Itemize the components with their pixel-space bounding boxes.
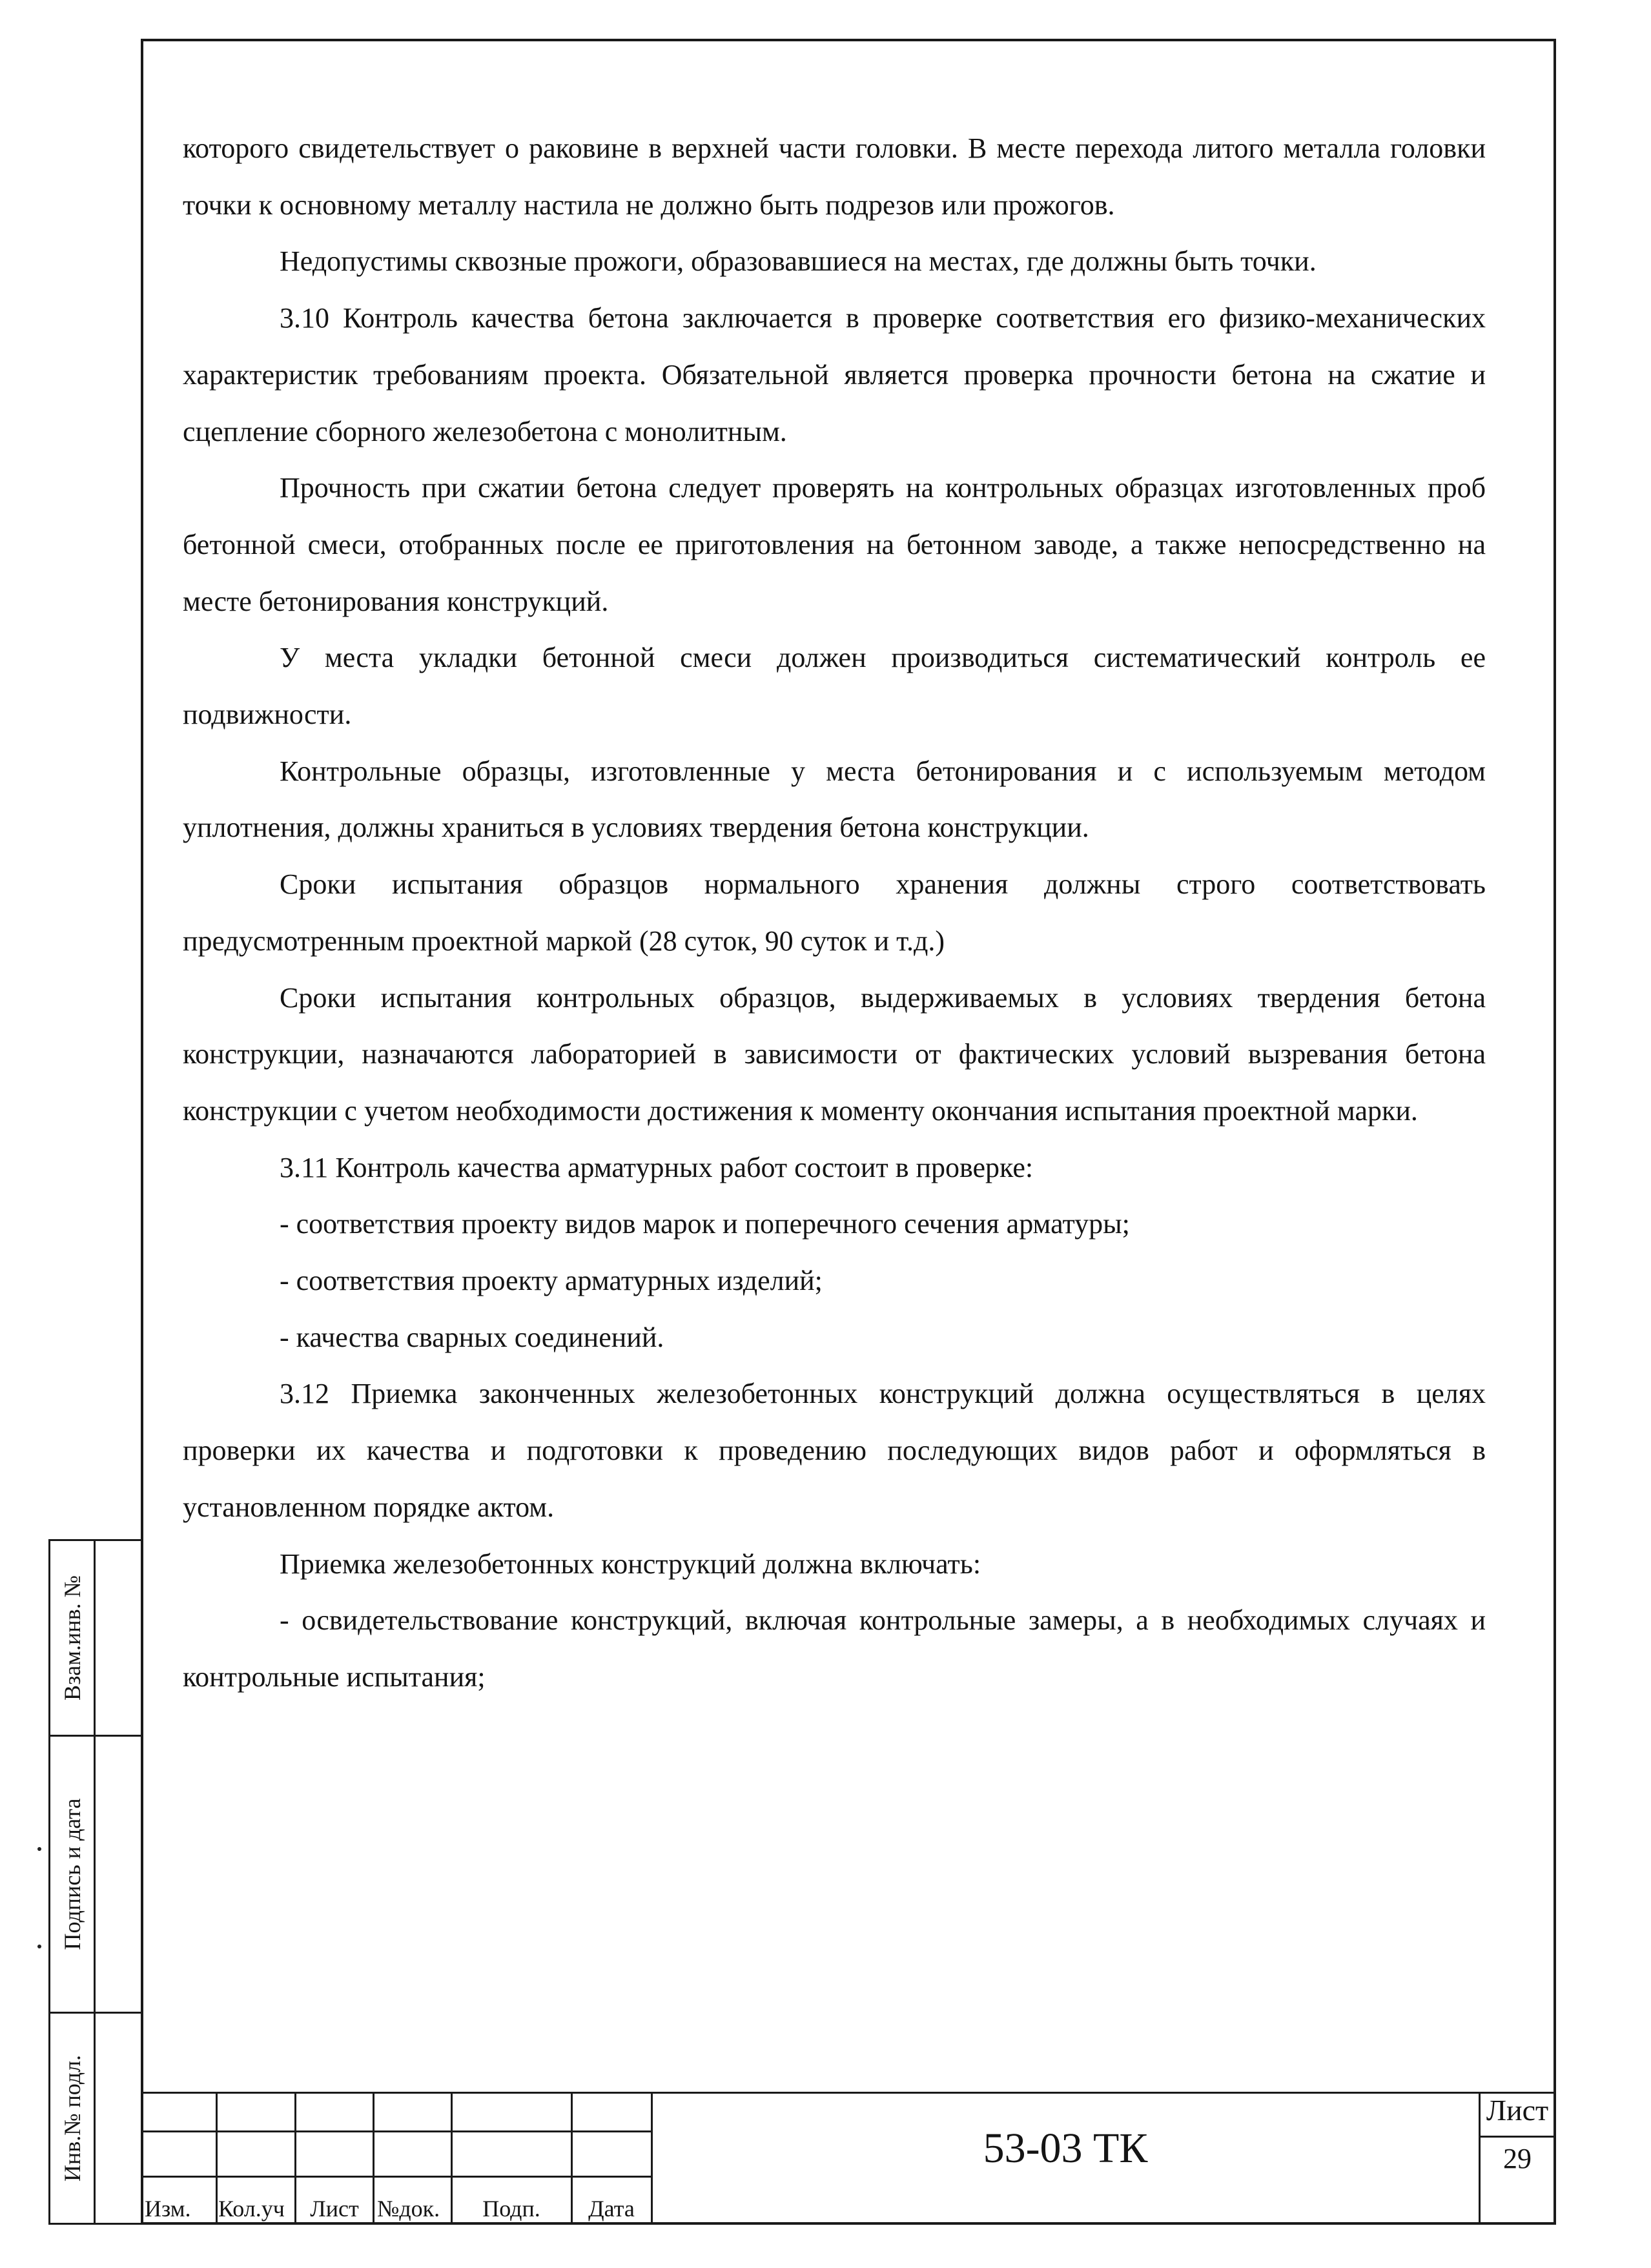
paragraph: 3.10 Контроль качества бетона заключается в проверке соответствия его физико-механических характеристик требованиям проекта. Обязательной является проверка прочности бетона на сжатие и сцепление сборного железобетона с монолитным. [183, 302, 1486, 447]
col-izm: Изм. [145, 2196, 191, 2222]
document-number: 53-03 ТК [983, 2125, 1148, 2172]
sign-date-label: Подпись и дата [59, 1798, 85, 1950]
document-body [183, 120, 1486, 1706]
sign-date-cell [48, 1735, 143, 2014]
col-podp: Подп. [482, 2196, 540, 2222]
paragraph: которого свидетельствует о раковине в верхней части головки. В месте перехода литого металла головки точки к основному металлу настила не должно быть подрезов или прожогов. [183, 132, 1486, 221]
title-block [141, 2092, 1556, 2225]
paragraph: - качества сварных соединений. [280, 1321, 664, 1353]
grid-line [571, 2092, 573, 2225]
paragraph: - соответствия проекту видов марок и поперечного сечения арматуры; [280, 1208, 1130, 1240]
sheet-cell-line [1479, 2136, 1554, 2138]
grid-line [294, 2092, 296, 2225]
side-stamp [48, 1539, 143, 2225]
col-list: Лист [310, 2196, 359, 2222]
paragraph: 3.11 Контроль качества арматурных работ состоит в проверке: [280, 1151, 1034, 1183]
paragraph: У места укладки бетонной смеси должен производиться систематический контроль ее подвижности. [183, 642, 1486, 731]
paragraph: Сроки испытания образцов нормального хранения должны строго соответствовать предусмотренным проектной маркой (28 суток, 90 суток и т.д.) [183, 868, 1486, 957]
inv-orig-cell [48, 2012, 143, 2225]
title-block-top-line [141, 2092, 1556, 2094]
replace-inv-label: Взам.инв. № [59, 1575, 85, 1701]
sheet-label: Лист [1486, 2094, 1549, 2127]
grid-line [451, 2092, 453, 2225]
inv-orig-label: Инв.№ подл. [59, 2054, 85, 2182]
paragraph: Прочность при сжатии бетона следует проверять на контрольных образцах изготовленных проб бетонной смеси, отобранных после ее приготовления на бетонном заводе, а также непосредственно на месте бетонирования конструкций. [183, 472, 1486, 617]
paragraph: Приемка железобетонных конструкций должна включать: [280, 1548, 981, 1580]
sheet-number: 29 [1503, 2143, 1532, 2174]
grid-line [651, 2092, 653, 2225]
grid-line [1479, 2092, 1481, 2225]
paragraph: Контрольные образцы, изготовленные у места бетонирования и с используемым методом уплотнения, должны храниться в условиях твердения бетона конструкции. [183, 755, 1486, 844]
col-data: Дата [588, 2196, 635, 2222]
grid-line [216, 2092, 218, 2225]
margin-mark [37, 1847, 41, 1851]
paragraph: Недопустимы сквозные прожоги, образовавшиеся на местах, где должны быть точки. [280, 245, 1317, 278]
col-kol-uch: Кол.уч [218, 2196, 285, 2222]
col-ndok: №док. [377, 2196, 440, 2222]
paragraph: Сроки испытания контрольных образцов, выдерживаемых в условиях твердения бетона конструкции, назначаются лабораторией в зависимости от фактических условий вызревания бетона конструкции с учетом необходимости достижения к моменту окончания испытания проектной марки. [183, 981, 1486, 1127]
grid-line [373, 2092, 374, 2225]
paragraph: - освидетельствование конструкций, включая контрольные замеры, а в необходимых случаях и контрольные испытания; [183, 1604, 1486, 1693]
paragraph: - соответствия проекту арматурных изделий; [280, 1265, 823, 1297]
margin-mark [37, 1945, 41, 1948]
replace-inv-cell [48, 1539, 143, 1737]
paragraph: 3.12 Приемка законченных железобетонных конструкций должна осуществляться в целях проверки их качества и подготовки к проведению последующих видов работ и оформляться в установленном порядке актом. [183, 1378, 1486, 1523]
